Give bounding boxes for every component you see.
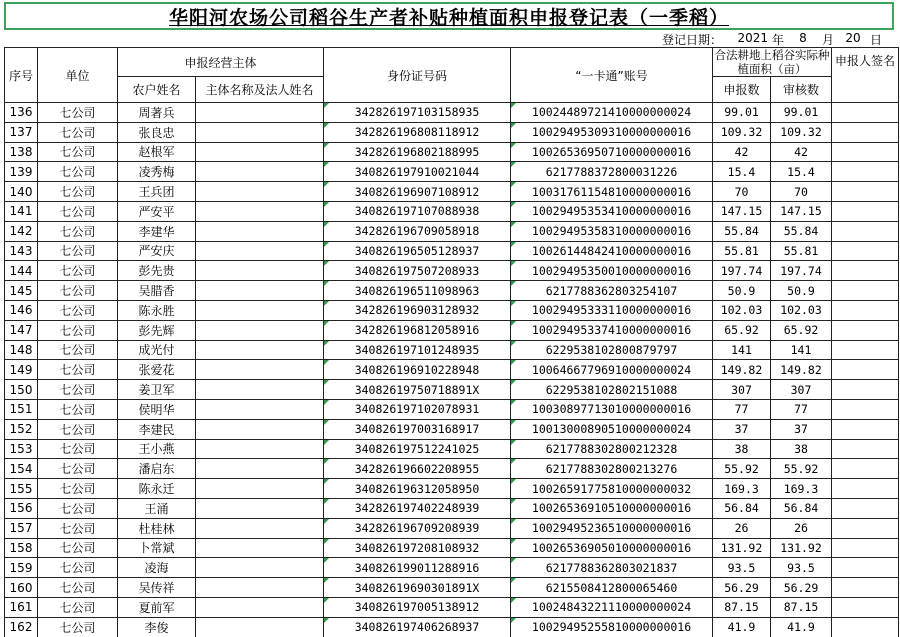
cell-signature[interactable] — [832, 360, 899, 380]
cell-approved[interactable]: 99.01 — [771, 103, 832, 123]
table-row — [5, 182, 899, 202]
cell-declared[interactable]: 197.74 — [713, 261, 771, 281]
header-area-group: 合法耕地上稻谷实际种植面积（亩） — [714, 48, 830, 76]
cell-signature[interactable] — [832, 479, 899, 499]
cell-declared[interactable]: 56.29 — [713, 578, 771, 598]
cell-id-number[interactable]: 340826197208108932 — [324, 538, 511, 558]
cell-signature[interactable] — [832, 201, 899, 221]
cell-unit[interactable]: 七公司 — [38, 162, 118, 182]
cell-declared[interactable]: 99.01 — [713, 103, 771, 123]
cell-id-number[interactable]: 342826196812058916 — [324, 320, 511, 340]
cell-approved[interactable]: 131.92 — [771, 538, 832, 558]
cell-farmer-name[interactable]: 姜卫军 — [118, 380, 196, 400]
cell-entity-name[interactable] — [196, 340, 324, 360]
cell-seq[interactable]: 151 — [5, 399, 38, 419]
cell-approved[interactable]: 307 — [771, 380, 832, 400]
cell-unit[interactable]: 七公司 — [38, 459, 118, 479]
cell-account[interactable]: 10026536905010000000016 — [511, 538, 713, 558]
header-entity-name: 主体名称及法人姓名 — [196, 77, 324, 103]
register-date-day: 20 — [845, 31, 861, 45]
cell-farmer-name[interactable]: 王兵团 — [118, 182, 196, 202]
cell-seq[interactable]: 149 — [5, 360, 38, 380]
cell-seq[interactable]: 140 — [5, 182, 38, 202]
cell-farmer-name[interactable]: 潘启东 — [118, 459, 196, 479]
header-declared: 申报数 — [713, 77, 771, 103]
cell-farmer-name[interactable]: 李建华 — [118, 221, 196, 241]
cell-declared[interactable]: 56.84 — [713, 498, 771, 518]
cell-unit[interactable]: 七公司 — [38, 261, 118, 281]
cell-seq[interactable]: 142 — [5, 221, 38, 241]
table-row — [5, 122, 899, 142]
cell-declared[interactable]: 38 — [713, 439, 771, 459]
cell-declared[interactable]: 70 — [713, 182, 771, 202]
cell-unit[interactable]: 七公司 — [38, 221, 118, 241]
cell-seq[interactable]: 150 — [5, 380, 38, 400]
cell-entity-name[interactable] — [196, 221, 324, 241]
cell-entity-name[interactable] — [196, 182, 324, 202]
cell-approved[interactable]: 38 — [771, 439, 832, 459]
cell-farmer-name[interactable]: 卜常斌 — [118, 538, 196, 558]
cell-declared[interactable]: 169.3 — [713, 479, 771, 499]
cell-id-number[interactable]: 342826196709058918 — [324, 221, 511, 241]
cell-seq[interactable]: 136 — [5, 103, 38, 123]
cell-id-number[interactable]: 342826197103158935 — [324, 103, 511, 123]
cell-unit[interactable]: 七公司 — [38, 498, 118, 518]
cell-seq[interactable]: 160 — [5, 578, 38, 598]
cell-entity-name[interactable] — [196, 281, 324, 301]
cell-account[interactable]: 10029495358310000000016 — [511, 221, 713, 241]
cell-declared[interactable]: 131.92 — [713, 538, 771, 558]
cell-unit[interactable]: 七公司 — [38, 399, 118, 419]
cell-seq[interactable]: 138 — [5, 142, 38, 162]
cell-farmer-name[interactable]: 王涌 — [118, 498, 196, 518]
cell-declared[interactable]: 102.03 — [713, 300, 771, 320]
table-row — [5, 281, 899, 301]
cell-signature[interactable] — [832, 182, 899, 202]
cell-declared[interactable]: 65.92 — [713, 320, 771, 340]
cell-entity-name[interactable] — [196, 201, 324, 221]
table-row — [5, 578, 899, 598]
cell-farmer-name[interactable]: 凌海 — [118, 558, 196, 578]
cell-signature[interactable] — [832, 558, 899, 578]
cell-approved[interactable]: 141 — [771, 340, 832, 360]
cell-account[interactable]: 10029495309310000000016 — [511, 122, 713, 142]
cell-approved[interactable]: 42 — [771, 142, 832, 162]
cell-declared[interactable]: 55.92 — [713, 459, 771, 479]
cell-entity-name[interactable] — [196, 538, 324, 558]
cell-id-number[interactable]: 340826197102078931 — [324, 399, 511, 419]
cell-unit[interactable]: 七公司 — [38, 281, 118, 301]
cell-id-number[interactable]: 340826196907108912 — [324, 182, 511, 202]
subsidy-table — [4, 47, 899, 637]
register-date-month-unit: 月 — [821, 33, 834, 47]
cell-signature[interactable] — [832, 261, 899, 281]
register-date-year-unit: 年 — [771, 33, 784, 47]
cell-id-number[interactable]: 340826196505128937 — [324, 241, 511, 261]
cell-account[interactable]: 6217788372800031226 — [511, 162, 713, 182]
title-form-name: 稻谷生产者补贴种植面积申报登记表（一季稻） — [309, 6, 730, 29]
cell-signature[interactable] — [832, 300, 899, 320]
cell-declared[interactable]: 42 — [713, 142, 771, 162]
cell-id-number[interactable]: 340826196312058950 — [324, 479, 511, 499]
cell-declared[interactable]: 15.4 — [713, 162, 771, 182]
cell-unit[interactable]: 七公司 — [38, 380, 118, 400]
table-row — [5, 300, 899, 320]
cell-signature[interactable] — [832, 320, 899, 340]
register-date-month: 8 — [799, 31, 807, 45]
cell-entity-name[interactable] — [196, 498, 324, 518]
cell-declared[interactable]: 55.81 — [713, 241, 771, 261]
cell-seq[interactable]: 153 — [5, 439, 38, 459]
cell-signature[interactable] — [832, 281, 899, 301]
table-row — [5, 320, 899, 340]
cell-farmer-name[interactable]: 侯明华 — [118, 399, 196, 419]
cell-signature[interactable] — [832, 122, 899, 142]
cell-unit[interactable]: 七公司 — [38, 617, 118, 637]
cell-account[interactable]: 10029495353410000000016 — [511, 201, 713, 221]
cell-declared[interactable]: 87.15 — [713, 597, 771, 617]
cell-id-number[interactable]: 340826197101248935 — [324, 340, 511, 360]
cell-entity-name[interactable] — [196, 459, 324, 479]
cell-approved[interactable]: 87.15 — [771, 597, 832, 617]
header-unit: 单位 — [38, 48, 118, 103]
table-row — [5, 439, 899, 459]
cell-account[interactable]: 10029495350010000000016 — [511, 261, 713, 281]
cell-account[interactable]: 10013000890510000000024 — [511, 419, 713, 439]
cell-approved[interactable]: 93.5 — [771, 558, 832, 578]
cell-seq[interactable]: 162 — [5, 617, 38, 637]
cell-seq[interactable]: 154 — [5, 459, 38, 479]
register-date-label: 登记日期： — [661, 33, 722, 47]
cell-declared[interactable]: 147.15 — [713, 201, 771, 221]
table-row — [5, 538, 899, 558]
cell-farmer-name[interactable]: 吴腊香 — [118, 281, 196, 301]
cell-entity-name[interactable] — [196, 597, 324, 617]
cell-account[interactable]: 10026144842410000000016 — [511, 241, 713, 261]
cell-seq[interactable]: 146 — [5, 300, 38, 320]
cell-unit[interactable]: 七公司 — [38, 320, 118, 340]
cell-id-number[interactable]: 342826196903128932 — [324, 300, 511, 320]
cell-entity-name[interactable] — [196, 518, 324, 538]
cell-account[interactable]: 6215508412800065460 — [511, 578, 713, 598]
cell-farmer-name[interactable]: 彭先贵 — [118, 261, 196, 281]
cell-approved[interactable]: 37 — [771, 419, 832, 439]
cell-farmer-name[interactable]: 王小燕 — [118, 439, 196, 459]
cell-seq[interactable]: 141 — [5, 201, 38, 221]
header-approved: 审核数 — [771, 77, 832, 103]
cell-seq[interactable]: 161 — [5, 597, 38, 617]
cell-entity-name[interactable] — [196, 558, 324, 578]
cell-seq[interactable]: 148 — [5, 340, 38, 360]
cell-unit[interactable]: 七公司 — [38, 182, 118, 202]
header-farmer-name: 农户姓名 — [118, 77, 196, 103]
cell-declared[interactable]: 109.32 — [713, 122, 771, 142]
cell-approved[interactable]: 56.29 — [771, 578, 832, 598]
cell-farmer-name[interactable]: 张良忠 — [118, 122, 196, 142]
cell-unit[interactable]: 七公司 — [38, 103, 118, 123]
cell-approved[interactable]: 197.74 — [771, 261, 832, 281]
table-row — [5, 479, 899, 499]
cell-declared[interactable]: 77 — [713, 399, 771, 419]
cell-unit[interactable]: 七公司 — [38, 538, 118, 558]
cell-seq[interactable]: 147 — [5, 320, 38, 340]
cell-signature[interactable] — [832, 340, 899, 360]
cell-farmer-name[interactable]: 夏前军 — [118, 597, 196, 617]
table-row — [5, 360, 899, 380]
table-row — [5, 241, 899, 261]
cell-signature[interactable] — [832, 380, 899, 400]
cell-farmer-name[interactable]: 凌秀梅 — [118, 162, 196, 182]
cell-account[interactable]: 6229538102800879797 — [511, 340, 713, 360]
cell-account[interactable]: 10030897713010000000016 — [511, 399, 713, 419]
table-row — [5, 399, 899, 419]
register-date-day-unit: 日 — [869, 33, 882, 47]
cell-account[interactable]: 10029495236510000000016 — [511, 518, 713, 538]
cell-account[interactable]: 10029495337410000000016 — [511, 320, 713, 340]
cell-seq[interactable]: 155 — [5, 479, 38, 499]
form-title — [4, 2, 894, 30]
cell-unit[interactable]: 七公司 — [38, 201, 118, 221]
cell-signature[interactable] — [832, 399, 899, 419]
cell-approved[interactable]: 77 — [771, 399, 832, 419]
cell-unit[interactable]: 七公司 — [38, 300, 118, 320]
cell-account[interactable]: 10024489721410000000024 — [511, 103, 713, 123]
cell-declared[interactable]: 41.9 — [713, 617, 771, 637]
cell-seq[interactable]: 157 — [5, 518, 38, 538]
cell-seq[interactable]: 144 — [5, 261, 38, 281]
cell-signature[interactable] — [832, 617, 899, 637]
cell-signature[interactable] — [832, 518, 899, 538]
cell-signature[interactable] — [832, 597, 899, 617]
cell-farmer-name[interactable]: 严安庆 — [118, 241, 196, 261]
cell-entity-name[interactable] — [196, 103, 324, 123]
table-row — [5, 419, 899, 439]
cell-farmer-name[interactable]: 吴传祥 — [118, 578, 196, 598]
cell-id-number[interactable]: 342826196709208939 — [324, 518, 511, 538]
cell-account[interactable]: 6229538102802151088 — [511, 380, 713, 400]
cell-seq[interactable]: 137 — [5, 122, 38, 142]
cell-farmer-name[interactable]: 杜桂林 — [118, 518, 196, 538]
cell-account[interactable]: 6217788302800212328 — [511, 439, 713, 459]
cell-id-number[interactable]: 340826196910228948 — [324, 360, 511, 380]
cell-id-number[interactable]: 340826197107088938 — [324, 201, 511, 221]
table-row — [5, 142, 899, 162]
cell-id-number[interactable]: 340826197005138912 — [324, 597, 511, 617]
cell-seq[interactable]: 156 — [5, 498, 38, 518]
cell-approved[interactable]: 147.15 — [771, 201, 832, 221]
header-seq: 序号 — [5, 48, 38, 103]
cell-account[interactable]: 10024843221110000000024 — [511, 597, 713, 617]
cell-id-number[interactable]: 340826197910021044 — [324, 162, 511, 182]
cell-approved[interactable]: 169.3 — [771, 479, 832, 499]
cell-entity-name[interactable] — [196, 261, 324, 281]
table-row — [5, 261, 899, 281]
table-row — [5, 221, 899, 241]
table-row — [5, 380, 899, 400]
table-row — [5, 498, 899, 518]
cell-entity-name[interactable] — [196, 142, 324, 162]
cell-signature[interactable] — [832, 498, 899, 518]
cell-approved[interactable]: 56.84 — [771, 498, 832, 518]
cell-id-number[interactable]: 342826197402248939 — [324, 498, 511, 518]
cell-farmer-name[interactable]: 陈永迁 — [118, 479, 196, 499]
cell-account[interactable]: 10026591775810000000032 — [511, 479, 713, 499]
cell-farmer-name[interactable]: 张爱花 — [118, 360, 196, 380]
cell-signature[interactable] — [832, 459, 899, 479]
register-date — [662, 31, 884, 47]
cell-id-number[interactable]: 34082619750718891X — [324, 380, 511, 400]
cell-declared[interactable]: 50.9 — [713, 281, 771, 301]
cell-id-number[interactable]: 340826197507208933 — [324, 261, 511, 281]
cell-unit[interactable]: 七公司 — [38, 439, 118, 459]
cell-approved[interactable]: 70 — [771, 182, 832, 202]
cell-entity-name[interactable] — [196, 617, 324, 637]
cell-id-number[interactable]: 340826199011288916 — [324, 558, 511, 578]
cell-farmer-name[interactable]: 李俊 — [118, 617, 196, 637]
cell-unit[interactable]: 七公司 — [38, 578, 118, 598]
cell-entity-name[interactable] — [196, 122, 324, 142]
cell-entity-name[interactable] — [196, 162, 324, 182]
cell-seq[interactable]: 159 — [5, 558, 38, 578]
table-row — [5, 617, 899, 637]
cell-account[interactable]: 10031761154810000000016 — [511, 182, 713, 202]
header-signature: 申报人签名 — [832, 48, 899, 103]
cell-account[interactable]: 6217788362803254107 — [511, 281, 713, 301]
table-row — [5, 162, 899, 182]
cell-declared[interactable]: 93.5 — [713, 558, 771, 578]
table-row — [5, 340, 899, 360]
cell-approved[interactable]: 55.81 — [771, 241, 832, 261]
cell-approved[interactable]: 50.9 — [771, 281, 832, 301]
cell-declared[interactable]: 37 — [713, 419, 771, 439]
cell-seq[interactable]: 158 — [5, 538, 38, 558]
cell-entity-name[interactable] — [196, 399, 324, 419]
cell-unit[interactable]: 七公司 — [38, 122, 118, 142]
cell-approved[interactable]: 41.9 — [771, 617, 832, 637]
cell-unit[interactable]: 七公司 — [38, 597, 118, 617]
table-row — [5, 459, 899, 479]
cell-signature[interactable] — [832, 439, 899, 459]
header-id-number: 身份证号码 — [324, 48, 511, 103]
cell-unit[interactable]: 七公司 — [38, 558, 118, 578]
register-date-year: 2021 — [737, 31, 768, 45]
cell-unit[interactable]: 七公司 — [38, 479, 118, 499]
cell-entity-name[interactable] — [196, 300, 324, 320]
cell-account[interactable]: 10026536910510000000016 — [511, 498, 713, 518]
cell-entity-name[interactable] — [196, 419, 324, 439]
table-row — [5, 558, 899, 578]
cell-signature[interactable] — [832, 142, 899, 162]
cell-id-number[interactable]: 34082619690301891X — [324, 578, 511, 598]
cell-account[interactable]: 10026536950710000000016 — [511, 142, 713, 162]
cell-farmer-name[interactable]: 严安平 — [118, 201, 196, 221]
cell-entity-name[interactable] — [196, 439, 324, 459]
cell-id-number[interactable]: 340826197003168917 — [324, 419, 511, 439]
cell-seq[interactable]: 143 — [5, 241, 38, 261]
cell-account[interactable]: 10064667796910000000024 — [511, 360, 713, 380]
cell-approved[interactable]: 65.92 — [771, 320, 832, 340]
cell-signature[interactable] — [832, 103, 899, 123]
cell-unit[interactable]: 七公司 — [38, 419, 118, 439]
cell-seq[interactable]: 145 — [5, 281, 38, 301]
cell-approved[interactable]: 55.92 — [771, 459, 832, 479]
cell-unit[interactable]: 七公司 — [38, 142, 118, 162]
cell-seq[interactable]: 152 — [5, 419, 38, 439]
table-row — [5, 518, 899, 538]
header-subject-group: 申报经营主体 — [118, 48, 324, 77]
cell-entity-name[interactable] — [196, 360, 324, 380]
cell-id-number[interactable]: 342826196802188995 — [324, 142, 511, 162]
table-row — [5, 597, 899, 617]
cell-account[interactable]: 10029495255810000000016 — [511, 617, 713, 637]
title-company: 华阳河农场公司 — [168, 6, 309, 29]
cell-signature[interactable] — [832, 419, 899, 439]
cell-id-number[interactable]: 342826196808118912 — [324, 122, 511, 142]
cell-entity-name[interactable] — [196, 578, 324, 598]
cell-unit[interactable]: 七公司 — [38, 360, 118, 380]
cell-farmer-name[interactable]: 成光付 — [118, 340, 196, 360]
cell-approved[interactable]: 55.84 — [771, 221, 832, 241]
cell-declared[interactable]: 26 — [713, 518, 771, 538]
cell-signature[interactable] — [832, 538, 899, 558]
cell-account[interactable]: 6217788302800213276 — [511, 459, 713, 479]
cell-unit[interactable]: 七公司 — [38, 340, 118, 360]
cell-declared[interactable]: 307 — [713, 380, 771, 400]
cell-unit[interactable]: 七公司 — [38, 518, 118, 538]
cell-farmer-name[interactable]: 彭先辉 — [118, 320, 196, 340]
cell-entity-name[interactable] — [196, 241, 324, 261]
cell-unit[interactable]: 七公司 — [38, 241, 118, 261]
cell-farmer-name[interactable]: 赵根军 — [118, 142, 196, 162]
cell-signature[interactable] — [832, 578, 899, 598]
cell-approved[interactable]: 109.32 — [771, 122, 832, 142]
cell-declared[interactable]: 55.84 — [713, 221, 771, 241]
cell-seq[interactable]: 139 — [5, 162, 38, 182]
cell-signature[interactable] — [832, 241, 899, 261]
cell-entity-name[interactable] — [196, 320, 324, 340]
header-account: “一卡通”账号 — [511, 48, 713, 103]
cell-account[interactable]: 6217788362803021837 — [511, 558, 713, 578]
cell-signature[interactable] — [832, 221, 899, 241]
cell-entity-name[interactable] — [196, 380, 324, 400]
cell-id-number[interactable]: 340826197512241025 — [324, 439, 511, 459]
table-row — [5, 201, 899, 221]
cell-id-number[interactable]: 340826197406268937 — [324, 617, 511, 637]
cell-approved[interactable]: 102.03 — [771, 300, 832, 320]
cell-entity-name[interactable] — [196, 479, 324, 499]
cell-farmer-name[interactable]: 陈永胜 — [118, 300, 196, 320]
table-row — [5, 103, 899, 123]
cell-approved[interactable]: 15.4 — [771, 162, 832, 182]
cell-signature[interactable] — [832, 162, 899, 182]
cell-approved[interactable]: 149.82 — [771, 360, 832, 380]
cell-account[interactable]: 10029495333110000000016 — [511, 300, 713, 320]
cell-id-number[interactable]: 342826196602208955 — [324, 459, 511, 479]
cell-approved[interactable]: 26 — [771, 518, 832, 538]
cell-declared[interactable]: 141 — [713, 340, 771, 360]
cell-farmer-name[interactable]: 李建民 — [118, 419, 196, 439]
cell-declared[interactable]: 149.82 — [713, 360, 771, 380]
cell-farmer-name[interactable]: 周著兵 — [118, 103, 196, 123]
cell-id-number[interactable]: 340826196511098963 — [324, 281, 511, 301]
